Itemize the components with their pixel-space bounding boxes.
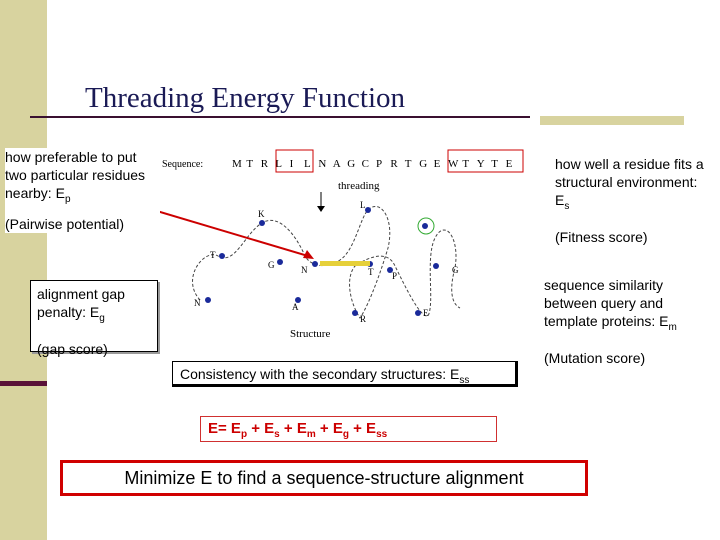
sequence-letter: W bbox=[448, 158, 459, 170]
fitness-desc: how well a residue fits a structural environment: E bbox=[555, 156, 704, 208]
node-k bbox=[259, 220, 265, 226]
formula-sub-m: m bbox=[306, 429, 316, 440]
node-e bbox=[415, 310, 421, 316]
yellow-highlight-bar bbox=[320, 261, 370, 266]
sequence-letter: Y bbox=[476, 158, 485, 170]
residue-label-p: P bbox=[392, 271, 398, 281]
node-l bbox=[365, 207, 371, 213]
mutation-desc: sequence similarity between query and template proteins: E bbox=[544, 277, 669, 329]
sequence-letters bbox=[232, 158, 513, 170]
node-r bbox=[352, 310, 358, 316]
sequence-letter: M bbox=[232, 158, 242, 170]
node-t bbox=[219, 253, 225, 259]
sequence-label: Sequence: bbox=[162, 159, 204, 170]
threading-label: threading bbox=[338, 180, 380, 192]
residue-label-l: L bbox=[360, 200, 366, 210]
sequence-letter: N bbox=[318, 158, 327, 170]
gap-desc: alignment gap penalty: E bbox=[37, 286, 125, 320]
residue-label-r: R bbox=[360, 314, 367, 324]
formula-sub-p: p bbox=[240, 429, 248, 440]
fitness-box bbox=[555, 155, 705, 246]
residue-label-a: A bbox=[292, 302, 299, 312]
gap-box bbox=[30, 280, 158, 357]
fitness-sub: s bbox=[564, 200, 570, 212]
node-e2 bbox=[422, 223, 428, 229]
slide-title: Threading Energy Function bbox=[85, 82, 406, 114]
formula-part-plus4: + E bbox=[348, 420, 377, 437]
gap-label: (gap score) bbox=[37, 340, 108, 357]
fitness-label: (Fitness score) bbox=[555, 228, 648, 245]
sequence-letter: E bbox=[433, 158, 441, 170]
residue-label-n2: N bbox=[194, 298, 201, 308]
sequence-letter: T bbox=[246, 158, 254, 170]
consistency-box bbox=[172, 361, 518, 387]
formula-part-plus1: + E bbox=[247, 420, 275, 437]
formula-sub-ss: ss bbox=[376, 429, 388, 440]
pairwise-sub: p bbox=[64, 193, 71, 205]
left-decor-band bbox=[0, 0, 47, 540]
residue-label-t: T bbox=[210, 250, 216, 260]
pairwise-label: (Pairwise potential) bbox=[5, 215, 125, 232]
formula-sub-g: g bbox=[342, 429, 349, 440]
structure-label: Structure bbox=[290, 328, 331, 340]
residue-label-t2: T bbox=[368, 267, 374, 277]
sequence-letter: I bbox=[289, 158, 294, 170]
sequence-letter: T bbox=[404, 158, 412, 170]
sequence-letter: T bbox=[491, 158, 498, 170]
node-g2 bbox=[277, 259, 283, 265]
pairwise-box bbox=[5, 148, 160, 233]
sequence-letter: R bbox=[390, 158, 398, 170]
formula-part-plus3: + E bbox=[315, 420, 343, 437]
pairwise-desc: how preferable to put two particular residues nearby: E bbox=[5, 149, 146, 201]
formula-sub-s: s bbox=[274, 429, 280, 440]
consistency-text: Consistency with the secondary structures: E bbox=[180, 366, 460, 382]
node-g bbox=[433, 263, 439, 269]
residue-label-e: E bbox=[423, 308, 429, 318]
residue-label-g2: G bbox=[268, 260, 275, 270]
residue-label-k: K bbox=[258, 209, 265, 219]
mutation-box bbox=[544, 276, 708, 367]
formula-part-e: E= E bbox=[208, 420, 241, 437]
title-rule-right bbox=[540, 116, 684, 125]
sequence-letter: A bbox=[332, 158, 341, 170]
sequence-letter: E bbox=[505, 158, 513, 170]
sequence-letter: L bbox=[304, 158, 311, 170]
sequence-letter: R bbox=[260, 158, 269, 170]
gap-sub: g bbox=[99, 312, 105, 324]
residue-label-g: G bbox=[452, 265, 459, 275]
sequence-letter: T bbox=[462, 158, 470, 170]
node-n2 bbox=[205, 297, 211, 303]
minimize-statement: Minimize E to find a sequence-structure alignment bbox=[60, 460, 588, 496]
formula-part-plus2: + E bbox=[279, 420, 307, 437]
sequence-letter: G bbox=[347, 158, 356, 170]
threading-arrowhead bbox=[317, 206, 325, 212]
sequence-letter: C bbox=[361, 158, 369, 170]
node-n bbox=[312, 261, 318, 267]
pairwise-arrow bbox=[160, 209, 308, 256]
threading-figure bbox=[160, 138, 525, 343]
consistency-sub: ss bbox=[459, 374, 470, 386]
energy-formula bbox=[200, 416, 497, 442]
mutation-label: (Mutation score) bbox=[544, 349, 646, 366]
residue-label-n: N bbox=[301, 265, 308, 275]
title-underline bbox=[30, 116, 530, 118]
mutation-sub: m bbox=[668, 321, 677, 333]
sequence-letter: L bbox=[275, 158, 282, 170]
sequence-letter: G bbox=[419, 158, 428, 170]
left-decor-accent bbox=[0, 381, 47, 386]
sequence-letter: P bbox=[376, 158, 383, 170]
